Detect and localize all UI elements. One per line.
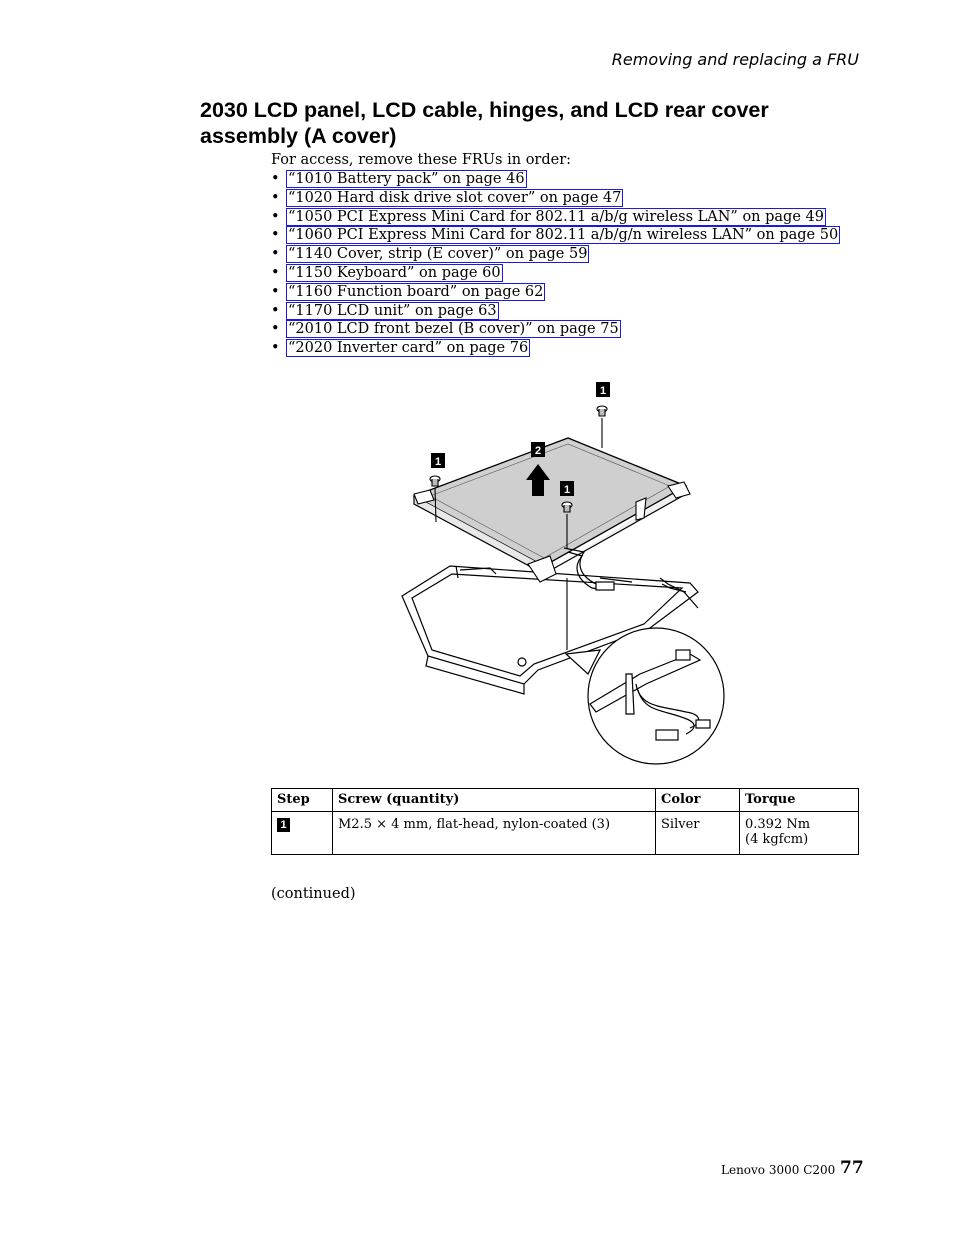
- callout-1-left: [431, 453, 445, 468]
- table-header-row: [272, 789, 859, 812]
- step-cell: [272, 812, 333, 855]
- list-item: [271, 189, 840, 208]
- cross-reference-link[interactable]: “2020 Inverter card” on page 76: [288, 340, 529, 357]
- bullet: •: [271, 171, 280, 187]
- callout-label: 1: [599, 385, 607, 397]
- cross-reference-link[interactable]: “1140 Cover, strip (E cover)” on page 59: [288, 246, 588, 263]
- list-item: [271, 245, 840, 264]
- column-header-torque: Torque: [740, 789, 859, 812]
- list-item: [271, 302, 840, 321]
- section-title: 2030 LCD panel, LCD cable, hinges, and LCD rear cover assembly (A cover): [200, 98, 769, 148]
- screw-cell: M2.5 × 4 mm, flat-head, nylon-coated (3): [333, 812, 656, 855]
- cross-reference-link[interactable]: “1060 PCI Express Mini Card for 802.11 a/b/g/n wireless LAN” on page 50: [288, 227, 839, 244]
- screw-table: [271, 788, 859, 855]
- bullet: •: [271, 283, 280, 300]
- column-header-step: Step: [272, 789, 333, 812]
- bullet: •: [271, 302, 280, 319]
- bullet: •: [271, 321, 280, 338]
- lcd-cable: [564, 548, 698, 608]
- list-item: [271, 170, 840, 189]
- detail-magnifier: [566, 628, 724, 764]
- list-item: [271, 226, 840, 245]
- cross-reference-link[interactable]: “1050 PCI Express Mini Card for 802.11 a/b/g wireless LAN” on page 49: [288, 208, 824, 225]
- running-head: Removing and replacing a FRU: [611, 50, 859, 69]
- cross-reference-link[interactable]: “1160 Function board” on page 62: [288, 283, 544, 300]
- footer-product-name: Lenovo 3000 C200: [721, 1163, 836, 1177]
- continued-note: (continued): [271, 886, 356, 902]
- list-item: [271, 339, 840, 358]
- column-header-screw: Screw (quantity): [333, 789, 656, 812]
- torque-cell: [740, 812, 859, 855]
- bullet: •: [271, 246, 280, 263]
- callout-1-top: [596, 382, 610, 397]
- color-cell: Silver: [656, 812, 740, 855]
- callout-label: 1: [563, 484, 571, 496]
- bullet: •: [271, 208, 280, 225]
- cross-reference-link[interactable]: “1010 Battery pack” on page 46: [288, 171, 525, 187]
- torque-value-alt: (4 kgfcm): [745, 832, 809, 847]
- page-number: 77: [840, 1158, 864, 1178]
- list-item: [271, 320, 840, 339]
- list-item: [271, 283, 840, 302]
- column-header-color: Color: [656, 789, 740, 812]
- cross-reference-link[interactable]: “1150 Keyboard” on page 60: [288, 264, 501, 281]
- callout-1-center: [560, 481, 574, 496]
- list-item: [271, 264, 840, 283]
- prerequisite-list: [271, 170, 840, 358]
- cross-reference-link[interactable]: “2010 LCD front bezel (B cover)” on page 75: [288, 321, 619, 338]
- callout-label: 2: [534, 445, 542, 457]
- intro-text: For access, remove these FRUs in order:: [271, 152, 572, 168]
- cross-reference-link[interactable]: “1020 Hard disk drive slot cover” on page 47: [288, 189, 622, 206]
- cross-reference-link[interactable]: “1170 LCD unit” on page 63: [288, 302, 497, 319]
- bullet: •: [271, 227, 280, 244]
- bullet: •: [271, 264, 280, 281]
- callout-2: [531, 442, 545, 457]
- bullet: •: [271, 189, 280, 206]
- list-item: [271, 208, 840, 227]
- bullet: •: [271, 340, 280, 357]
- lcd-assembly-illustration: [400, 378, 730, 770]
- step-badge: 1: [277, 818, 290, 832]
- torque-value: 0.392 Nm: [745, 817, 811, 832]
- callout-label: 1: [434, 456, 442, 468]
- table-row: [272, 812, 859, 855]
